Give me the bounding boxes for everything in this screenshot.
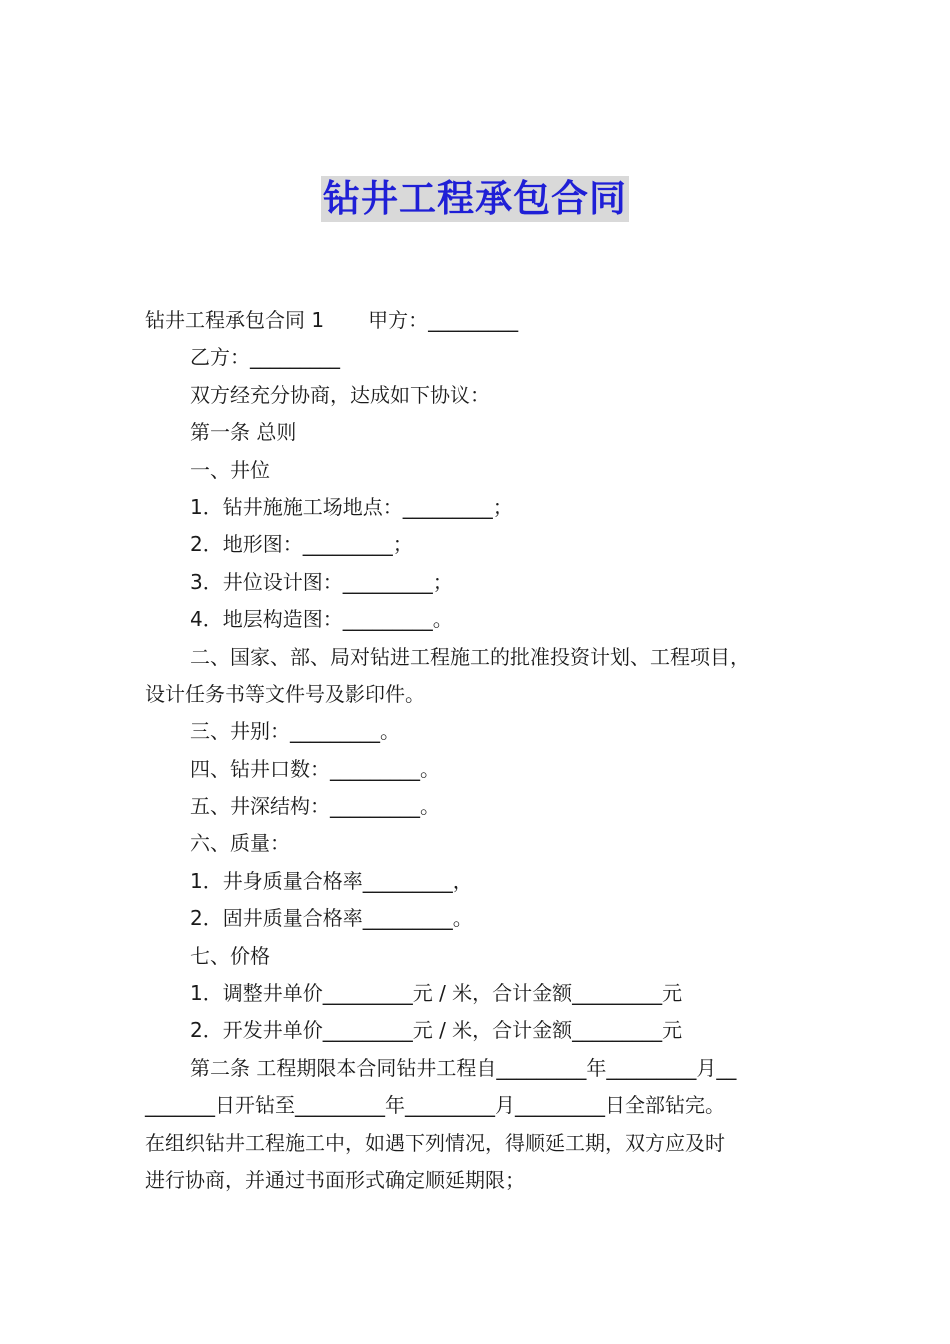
- paragraph-line: 设计任务书等文件号及影印件。: [145, 681, 425, 706]
- section-heading: 一、井位: [190, 457, 270, 482]
- contract-heading-label: 钻井工程承包合同 1: [145, 308, 325, 332]
- paragraph-line: [145, 302, 825, 339]
- paragraph-line: 双方经充分协商，达成如下协议：: [190, 382, 490, 407]
- section-heading: 三、井别：_________。: [190, 719, 400, 744]
- paragraph-line: _______日开钻至_________年_________月_________日全部钻完。: [145, 1093, 725, 1118]
- party-b-field: 乙方：_________: [190, 345, 340, 370]
- list-item: 3．井位设计图：_________；: [190, 569, 453, 594]
- document-title: 钻井工程承包合同: [323, 177, 627, 220]
- section-heading: 七、价格: [190, 943, 270, 968]
- title-container: [0, 176, 950, 222]
- list-item: 1．调整井单价_________元 / 米，合计金额_________元: [190, 981, 683, 1006]
- list-item: 2．地形图：_________；: [190, 532, 413, 557]
- article-heading: 第一条 总则: [190, 420, 297, 445]
- list-item: 2．固井质量合格率_________。: [190, 906, 473, 931]
- section-heading: 二、国家、部、局对钻进工程施工的批准投资计划、工程项目，: [190, 644, 750, 669]
- paragraph-line: 进行协商，并通过书面形式确定顺延期限；: [145, 1167, 525, 1192]
- list-item: 1．井身质量合格率_________，: [190, 868, 473, 893]
- list-item: 1．钻井施施工场地点：_________；: [190, 494, 513, 519]
- section-heading: 六、质量：: [190, 831, 290, 856]
- party-a-field: 甲方：_________: [368, 308, 519, 332]
- section-heading: 四、钻井口数：_________。: [190, 756, 440, 781]
- section-heading: 五、井深结构：_________。: [190, 794, 440, 819]
- article-heading: 第二条 工程期限本合同钻井工程自_________年_________月__: [190, 1055, 737, 1080]
- list-item: 4．地层构造图：_________。: [190, 607, 453, 632]
- contract-body: [145, 302, 825, 1199]
- list-item: 2．开发井单价_________元 / 米，合计金额_________元: [190, 1018, 683, 1043]
- paragraph-line: 在组织钻井工程施工中，如遇下列情况，得顺延工期，双方应及时: [145, 1130, 725, 1155]
